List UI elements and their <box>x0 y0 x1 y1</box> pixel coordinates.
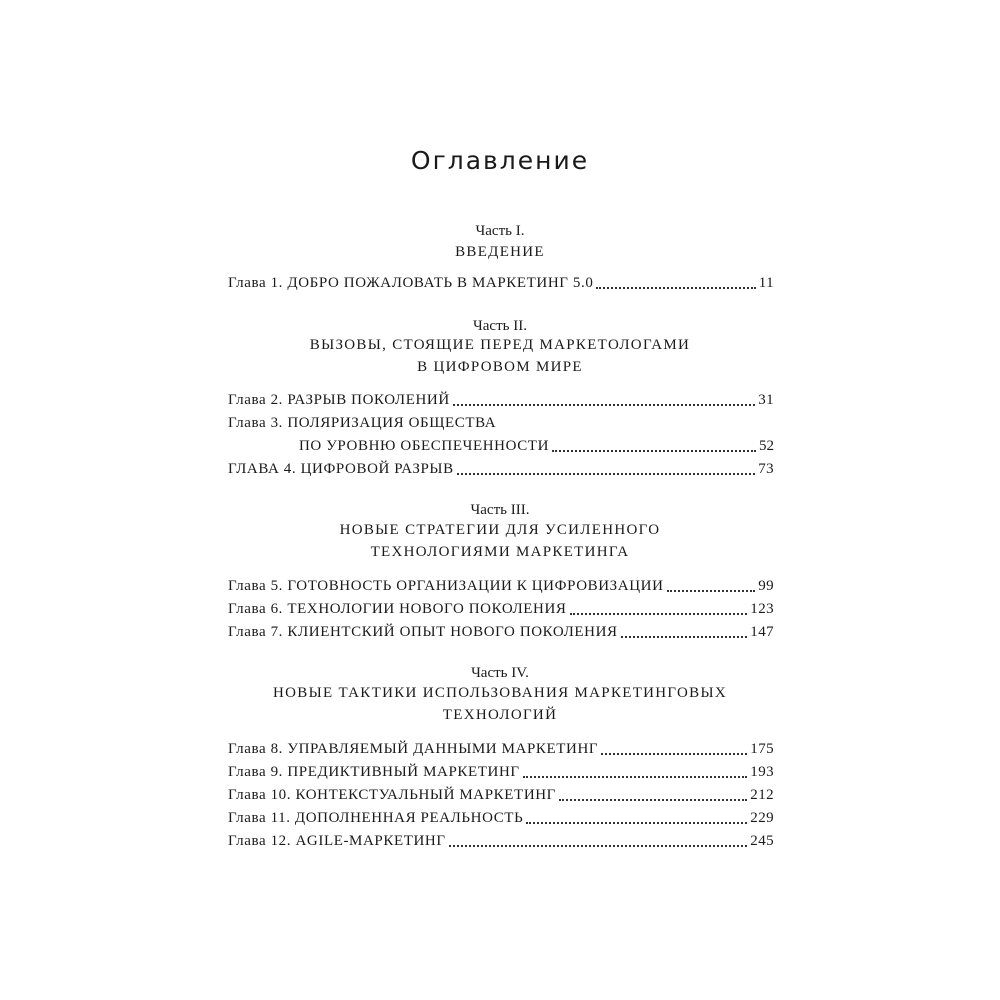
page-number: 123 <box>750 601 774 617</box>
toc-entry-chapter-11[interactable] <box>228 808 774 828</box>
dot-leader <box>457 472 755 475</box>
part-title: ТЕХНОЛОГИЙ <box>442 707 558 723</box>
page-number: 229 <box>750 810 774 826</box>
chapter-title: Глава 6. ТЕХНОЛОГИИ НОВОГО ПОКОЛЕНИЯ <box>228 601 567 617</box>
page-number: 52 <box>759 438 774 454</box>
dot-leader <box>559 798 747 801</box>
part-title: НОВЫЕ СТРАТЕГИИ ДЛЯ УСИЛЕННОГО <box>339 522 661 538</box>
chapter-title: ПО УРОВНЮ ОБЕСПЕЧЕННОСТИ <box>299 438 549 454</box>
chapter-title: Глава 11. ДОПОЛНЕННАЯ РЕАЛЬНОСТЬ <box>228 810 524 826</box>
page-number: 11 <box>758 275 774 291</box>
page-number: 31 <box>758 392 774 408</box>
dot-leader <box>526 821 747 824</box>
toc-entry-chapter-8[interactable] <box>228 739 774 759</box>
dot-leader <box>453 403 755 406</box>
part-label: Часть II. <box>473 318 527 334</box>
page-number: 212 <box>750 787 774 803</box>
toc-entry-chapter-4[interactable] <box>228 459 774 479</box>
toc-entry-chapter-2[interactable] <box>228 390 774 410</box>
chapter-title: Глава 12. AGILE-МАРКЕТИНГ <box>228 833 446 849</box>
part-title: ТЕХНОЛОГИЯМИ МАРКЕТИНГА <box>370 544 630 560</box>
part-title: В ЦИФРОВОМ МИРЕ <box>417 359 583 375</box>
part-label: Часть IV. <box>471 665 529 681</box>
toc-entry-chapter-1[interactable] <box>228 273 774 293</box>
toc-entry-chapter-10[interactable] <box>228 785 774 805</box>
dot-leader <box>621 635 748 638</box>
page-number: 193 <box>750 764 774 780</box>
page-number: 245 <box>750 833 774 849</box>
dot-leader <box>523 775 748 778</box>
page-number: 73 <box>758 461 774 477</box>
part-label: Часть I. <box>475 223 525 239</box>
chapter-title: Глава 2. РАЗРЫВ ПОКОЛЕНИЙ <box>228 392 450 408</box>
toc-entry-chapter-12[interactable] <box>228 831 774 851</box>
toc-entry-chapter-3-line1[interactable]: Глава 3. ПОЛЯРИЗАЦИЯ ОБЩЕСТВА <box>228 415 497 431</box>
toc-entry-chapter-3[interactable] <box>299 436 774 456</box>
page-title: Оглавление <box>410 146 590 175</box>
chapter-title: Глава 9. ПРЕДИКТИВНЫЙ МАРКЕТИНГ <box>228 764 520 780</box>
toc-entry-chapter-5[interactable] <box>228 576 774 596</box>
chapter-title: ГЛАВА 4. ЦИФРОВОЙ РАЗРЫВ <box>228 461 454 477</box>
dot-leader <box>596 286 755 289</box>
toc-entry-chapter-6[interactable] <box>228 599 774 619</box>
chapter-title: Глава 10. КОНТЕКСТУАЛЬНЫЙ МАРКЕТИНГ <box>228 787 556 803</box>
dot-leader <box>667 589 756 592</box>
chapter-title: Глава 7. КЛИЕНТСКИЙ ОПЫТ НОВОГО ПОКОЛЕНИЯ <box>228 624 618 640</box>
part-title: НОВЫЕ ТАКТИКИ ИСПОЛЬЗОВАНИЯ МАРКЕТИНГОВЫХ <box>273 685 727 701</box>
page-number: 175 <box>750 741 774 757</box>
dot-leader <box>449 844 748 847</box>
part-title: ВВЕДЕНИЕ <box>455 244 545 260</box>
page-number: 99 <box>758 578 774 594</box>
chapter-title: Глава 5. ГОТОВНОСТЬ ОРГАНИЗАЦИИ К ЦИФРОВИЗАЦИИ <box>228 578 664 594</box>
chapter-title: Глава 8. УПРАВЛЯЕМЫЙ ДАННЫМИ МАРКЕТИНГ <box>228 741 599 757</box>
toc-entry-chapter-9[interactable] <box>228 762 774 782</box>
dot-leader <box>570 612 748 615</box>
dot-leader <box>601 752 747 755</box>
page-number: 147 <box>750 624 774 640</box>
toc-entry-chapter-7[interactable] <box>228 622 774 642</box>
dot-leader <box>552 449 756 452</box>
chapter-title: Глава 1. ДОБРО ПОЖАЛОВАТЬ В МАРКЕТИНГ 5.0 <box>228 275 594 291</box>
part-title: ВЫЗОВЫ, СТОЯЩИЕ ПЕРЕД МАРКЕТОЛОГАМИ <box>309 337 691 353</box>
part-label: Часть III. <box>470 502 530 518</box>
